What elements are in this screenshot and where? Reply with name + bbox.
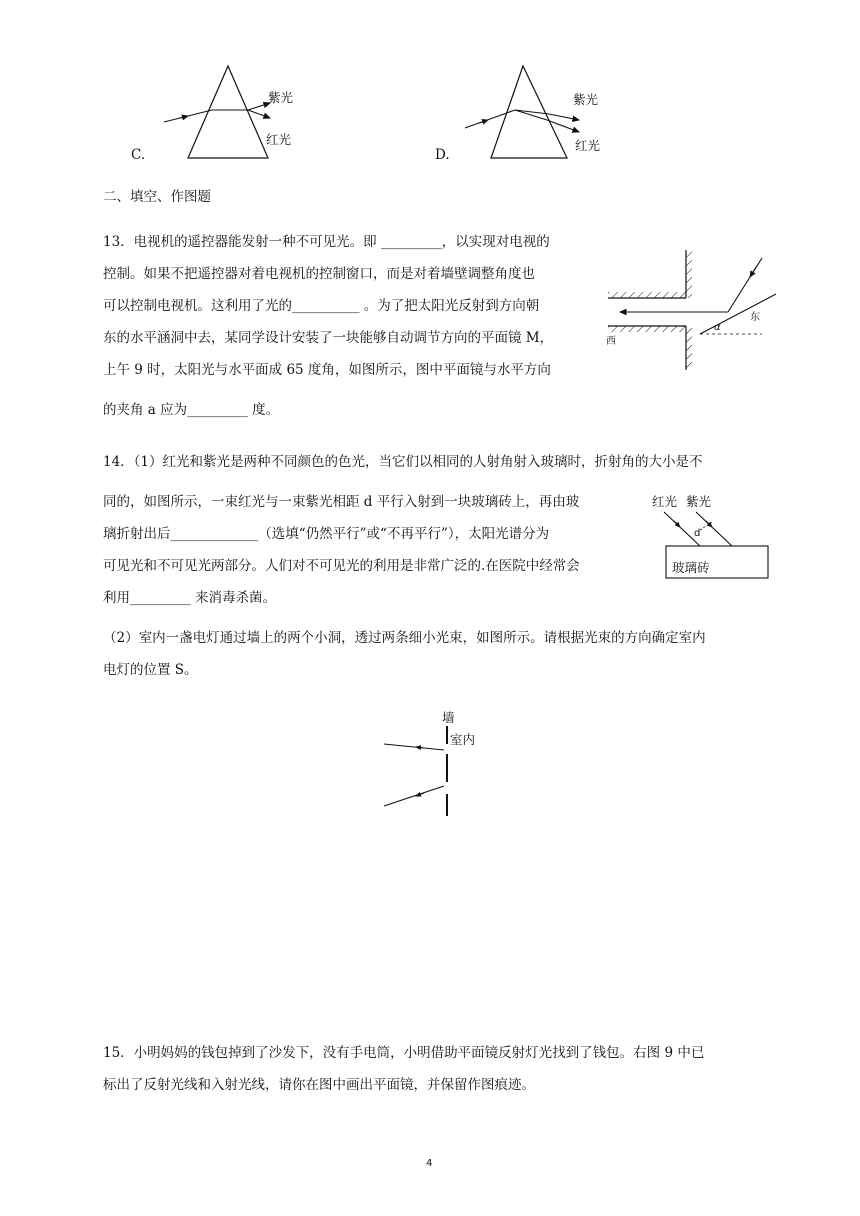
section-title: 二、填空、作图题 (103, 189, 211, 205)
q14-line-1: 14．（1）红光和紫光是两种不同颜色的色光，当它们以相同的人射角射入玻璃时，折射角的大小是不 (103, 454, 703, 470)
c-violet-label: 紫光 (268, 90, 294, 105)
q14-red-label: 红光 (652, 494, 678, 509)
q14-line-4: 可见光和不可见光两部分。人们对不可见光的利用是非常广泛的.在医院中经常会 (103, 558, 580, 574)
q13-line-4: 东的水平涵洞中去，某同学设计安装了一块能够自动调节方向的平面镜 M， (103, 330, 554, 346)
q14-line-5: 利用_________ 来消毒杀菌。 (103, 590, 277, 606)
q14-d-label: d (694, 528, 701, 539)
prism-figure-c (120, 60, 320, 170)
q14-glass-figure (648, 488, 778, 584)
q14-glass-label: 玻璃砖 (672, 560, 710, 575)
d-violet-label: 紫光 (573, 92, 599, 107)
q14-part2-line-2: 电灯的位置 S。 (103, 662, 198, 678)
q14-part2-line-1: （2）室内一盏电灯通过墙上的两个小洞，透过两条细小光束，如图所示。请根据光束的方向确定室内 (103, 630, 706, 646)
q13-line-6: 的夹角 a 应为_________ 度。 (103, 402, 280, 418)
page-number: 4 (426, 1158, 433, 1169)
q13-alpha-label: α (714, 322, 721, 333)
q13-east-label: 东 (750, 312, 760, 323)
q14-line-3: 璃折射出后_____________（选填“仍然平行”或“不再平行”），太阳光谱分为 (103, 526, 550, 542)
q13-line-3: 可以控制电视机。这利用了光的__________ 。为了把太阳光反射到方向朝 (103, 298, 540, 314)
q14-indoor-label: 室内 (450, 732, 476, 747)
prism-figure-d (455, 60, 655, 170)
q13-culvert-figure (600, 250, 780, 380)
option-c-label: C. (131, 147, 146, 163)
q14-wall-label: 墙 (442, 710, 455, 725)
c-red-label: 红光 (266, 132, 292, 147)
q13-line-1: 13．电视机的遥控器能发射一种不可见光。即 _________，以实现对电视的 (103, 234, 550, 250)
q15-line-1: 15．小明妈妈的钱包掉到了沙发下，没有手电筒，小明借助平面镜反射灯光找到了钱包。右图 9 中已 (103, 1045, 705, 1061)
d-red-label: 红光 (575, 138, 601, 153)
q13-west-label: 西 (606, 336, 616, 347)
q14-line-2: 同的，如图所示，一束红光与一束紫光相距 d 平行入射到一块玻璃砖上，再由玻 (103, 494, 580, 510)
q14-violet-label: 紫光 (686, 494, 712, 509)
option-d-label: D. (435, 147, 450, 163)
q14-wall-figure (380, 700, 500, 820)
q15-line-2: 标出了反射光线和入射光线，请你在图中画出平面镜，并保留作图痕迹。 (103, 1077, 535, 1093)
q13-line-2: 控制。如果不把遥控器对着电视机的控制窗口，而是对着墙壁调整角度也 (103, 266, 535, 282)
q13-line-5: 上午 9 时，太阳光与水平面成 65 度角，如图所示，图中平面镜与水平方向 (103, 362, 551, 378)
